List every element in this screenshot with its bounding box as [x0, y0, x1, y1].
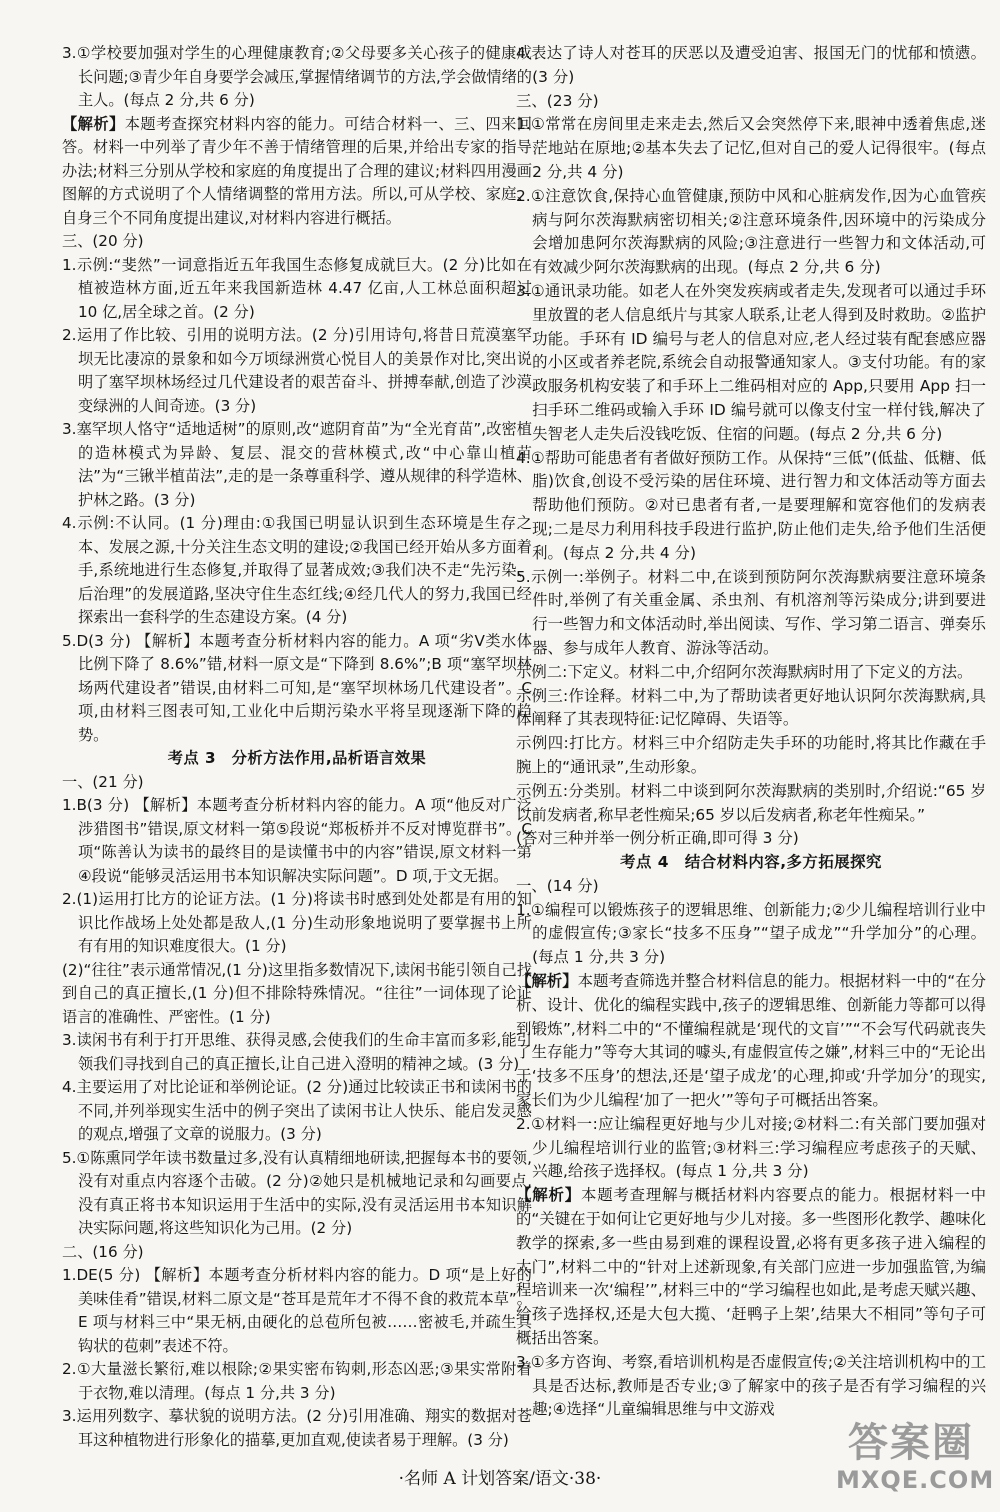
answer-paragraph: 1.①编程可以锻炼孩子的逻辑思维、创新能力;②少儿编程培训行业中的虚假宣传;③家长“技多不压身”“望子成龙”“升学加分”的心理。(每点 1 分,共 3 分): [516, 900, 986, 967]
analysis-tag: 【解析】: [516, 1186, 581, 1205]
answer-paragraph: 2.(1)运用打比方的论证方法。(1 分)将读书时感到处处都是有用的知识比作战场上处处都是敌人,(1 分)生动形象地说明了要掌握书上所有有用的知识难度很大。(1 分): [62, 890, 532, 955]
section-heading: 考点 3 分析方法作用,品析语言效果: [167, 749, 427, 767]
answer-paragraph: 1.①常常在房间里走来走去,然后又会突然停下来,眼神中透着焦虑,迷茫地站在原地;②基本失去了记忆,但对自己的爱人记得很牢。(每点 2 分,共 4 分): [516, 115, 986, 181]
watermark-line1: 答案圈: [848, 1419, 974, 1466]
answer-paragraph: [516, 970, 986, 1113]
answer-paragraph: 3.读闲书有利于打开思维、获得灵感,会使我们的生命丰富而多彩,能引领我们寻找到自己的真正擅长,让自己进入澄明的精神之域。(3 分): [62, 1031, 532, 1073]
answer-paragraph: 3.①多方咨询、考察,看培训机构是否虚假宣传;②关注培训机构中的工具是否达标,教师是否专业;③了解家中的孩子是否有学习编程的兴趣;④选择“儿童编辑思维与中文游戏: [516, 1352, 986, 1419]
answer-paragraph: 1.B(3 分) 【解析】本题考查分析材料内容的能力。A 项“他反对广泛涉猎图书”错误,原文材料一第⑤段说“郑板桥并不反对博览群书”。C 项“陈善认为读书的最终目的是读懂书中的内容”错误,原文材料一第④段说“能够灵活运用书本知识解决实际问题”。D 项,于文无据。: [62, 796, 532, 885]
analysis-text: 本题考查筛选并整合材料信息的能力。根据材料一中的“在分析、设计、优化的编程实践中,孩子的逻辑思维、创新能力等都可以得到锻炼”,材料二中的“不懂编程就是‘现代的文盲’”“不会写代码就丧失了生存能力”等夸大其词的噱头,有虚假宣传之嫌”,材料三中的“无论出于‘技多不压身’的想法,还是‘望子成龙’的心理,抑或‘升学加分’的现实,家长们为少儿编程‘加了一把火’”等句子可概括出答案。: [516, 972, 986, 1110]
subsection-label: 三、(20 分): [62, 232, 144, 250]
answer-paragraph: 2.①注意饮食,保持心血管健康,预防中风和心脏病发作,因为心血管疾病与阿尔茨海默病密切相关;②注意环境条件,因环境中的污染成分会增加患阿尔茨海默病的风险;③注意进行一些智力和文体活动,可有效减少阿尔茨海默病的出现。(每点 2 分,共 6 分): [516, 186, 986, 277]
analysis-text: 本题考查探究材料内容的能力。可结合材料一、三、四来回答。材料一中列举了青少年不善于情绪管理的后果,并给出专家的指导办法;材料三分别从学校和家庭的角度提出了合理的建议;材料四用漫画图解的方式说明了个人情绪调整的常用方法。所以,可从学校、家庭、自身三个不同角度提出建议,对材料内容进行概括。: [62, 114, 533, 227]
answer-paragraph: [62, 113, 532, 231]
answer-paragraph: 4.表达了诗人对苍耳的厌恶以及遭受迫害、报国无门的忧郁和愤懑。(3 分): [516, 44, 986, 86]
answer-paragraph: 5.示例一:举例子。材料二中,在谈到预防阿尔茨海默病要注意环境条件时,举例了有关重金属、杀虫剂、有机溶剂等污染成分;讲到要进行一些智力和文体活动时,举出阅读、写作、学习第二语言、弹奏乐器、参与成年人教育、游泳等活动。: [516, 567, 986, 657]
answer-paragraph: 示例四:打比方。材料三中介绍防走失手环的功能时,将其比作藏在手腕上的“通讯录”,生动形象。: [516, 734, 986, 776]
answer-paragraph: 5.D(3 分) 【解析】本题考查分析材料内容的能力。A 项“劣Ⅴ类水体比例下降了 8.6%”错,材料一原文是“下降到 8.6%”;B 项“塞罕坝林场两代建设者”错误,由材料二可知,是“塞罕坝林场几代建设者”。C 项,由材料三图表可知,工业化中后期污染水平将呈现逐渐下降的趋势。: [62, 631, 532, 744]
watermark-logo: [836, 1419, 995, 1502]
watermark-line2: MXQE.COM: [836, 1466, 995, 1494]
subsection-label: 二、(16 分): [62, 1242, 144, 1261]
left-column: [62, 42, 532, 1452]
answer-paragraph: 2.①材料一:应让编程更好地与少儿对接;②材料二:有关部门要加强对少儿编程培训行业的监管;③材料三:学习编程应考虑孩子的天赋、兴趣,给孩子选择权。(每点 1 分,共 3 分): [516, 1114, 986, 1181]
analysis-text: 本题考查理解与概括材料内容要点的能力。根据材料一中的“关键在于如何让它更好地与少儿对接。多一些图形化教学、趣味化教学的探索,多一些由易到难的课程设置,必将有更多孩子进入编程的大门”,材料二中的“针对上述新现象,有关部门应进一步加强监管,为编程培训来一次‘编程’”,材料三中的“学习编程也如此,是考虑天赋兴趣、给孩子选择权,还是大包大揽、‘赶鸭子上架’,结果大不相同”等句子可概括出答案。: [516, 1186, 986, 1348]
answer-paragraph: 示例二:下定义。材料二中,介绍阿尔茨海默病时用了下定义的方法。: [516, 662, 973, 681]
subsection-label: 一、(21 分): [62, 772, 144, 791]
right-column: [516, 42, 986, 1422]
analysis-tag: 【解析】: [62, 114, 125, 133]
answer-paragraph: (答对三种并举一例分析正确,即可得 3 分): [516, 829, 799, 848]
answer-paragraph: 3.塞罕坝人恪守“适地适树”的原则,改“遮阴育苗”为“全光育苗”,改密植的造林模式为异龄、复层、混交的营林模式,改“中心靠山植苗法”为“三锹半植苗法”,走的是一条尊重科学、遵从规律的科学造林、护林之路。(3 分): [62, 420, 532, 509]
page-footer: ·名师 A 计划答案/语文·38·: [398, 1469, 602, 1489]
section-heading: 考点 4 结合材料内容,多方拓展探究: [620, 853, 882, 872]
answer-paragraph: 4.主要运用了对比论证和举例论证。(2 分)通过比较读正书和读闲书的不同,并列举现实生活中的例子突出了读闲书让人快乐、能启发灵感的观点,增强了文章的说服力。(3 分): [62, 1078, 532, 1143]
answer-paragraph: 2.①大量滋长繁衍,难以根除;②果实密布钩刺,形态凶恶;③果实常附着于衣物,难以清理。(每点 1 分,共 3 分): [62, 1360, 532, 1402]
answer-paragraph: 1.示例:“斐然”一词意指近五年我国生态修复成就巨大。(2 分)比如在植被造林方面,近五年来我国新造林 4.47 亿亩,人工林总面积超过 10 亿,居全球之首。(2 分): [62, 255, 532, 321]
answer-paragraph: 5.①陈熏同学年读书数量过多,没有认真精细地研读,把握每本书的要领,没有对重点内容逐个击破。(2 分)②她只是机械地记录和勾画要点,没有真正将书本知识运用于生活中的实际,没有灵活运用书本知识解决实际问题,将这些知识化为己用。(2 分): [62, 1148, 532, 1237]
answer-paragraph: 4.示例:不认同。(1 分)理由:①我国已明显认识到生态环境是生存之本、发展之源,十分关注生态文明的建设;②我国已经开始从多方面着手,系统地进行生态修复,并取得了显著成效;③我们决不走“先污染、后治理”的发展道路,坚决守住生态红线;④经几代人的努力,我国已经探索出一套科学的生态建设方案。(4 分): [62, 514, 532, 626]
answer-paragraph: 示例三:作诠释。材料二中,为了帮助读者更好地认识阿尔茨海默病,具体阐释了其表现特征:记忆障碍、失语等。: [516, 686, 986, 729]
subsection-label: 一、(14 分): [516, 876, 599, 895]
answer-paragraph: 2.运用了作比较、引用的说明方法。(2 分)引用诗句,将昔日荒漠塞罕坝无比凄凉的景象和如今万顷绿洲赏心悦目人的美景作对比,突出说明了塞罕坝林场经过几代建设者的艰苦奋斗、拼搏奉献,创造了沙漠变绿洲的人间奇迹。(3 分): [62, 326, 532, 415]
answer-paragraph: [516, 1184, 986, 1351]
answer-paragraph: 4.①帮助可能患者有者做好预防工作。从保持“三低”(低盐、低糖、低脂)饮食,创设不受污染的居住环境、进行智力和文体活动等方面去帮助他们预防。②对已患者有者,一是要理解和宽容他们的发病表现;二是尽力利用科技手段进行监护,防止他们走失,给予他们生活便利。(每点 2 分,共 4 分): [516, 448, 986, 562]
answer-paragraph: 3.①学校要加强对学生的心理健康教育;②父母要多关心孩子的健康成长问题;③青少年自身要学会减压,掌握情绪调节的方法,学会做情绪的主人。(每点 2 分,共 6 分): [62, 44, 532, 109]
answer-paragraph: 示例五:分类别。材料二中谈到阿尔茨海默病的类别时,介绍说:“65 岁以前发病者,称早老性痴呆;65 岁以后发病者,称老年性痴呆。”: [516, 781, 986, 824]
subsection-label: 三、(23 分): [516, 91, 599, 110]
answer-paragraph: 3.①通讯录功能。如老人在外突发疾病或者走失,发现者可以通过手环里放置的老人信息纸片与其家人联系,让老人得到及时救助。②监护功能。手环有 ID 编号与老人的信息对应,老人经过装有配套感应器的小区或者养老院,系统会自动报警通知家人。③支付功能。有的家政服务机构安装了和手环上二维码相对应的 App,只要用 App 扫一扫手环二维码或输入手环 ID 编号就可以像支付宝一样付钱,解决了失智老人走失后没钱吃饭、住宿的问题。(每点 2 分,共 6 分): [516, 281, 986, 443]
answer-paragraph: 3.运用列数字、摹状貌的说明方法。(2 分)引用准确、翔实的数据对苍耳这种植物进行形象化的描摹,更加直观,使读者易于理解。(3 分): [62, 1407, 532, 1449]
analysis-tag: 【解析】: [516, 972, 578, 991]
answer-paragraph: 1.DE(5 分) 【解析】本题考查分析材料内容的能力。D 项“是上好的美味佳肴”错误,材料二原文是“苍耳是荒年才不得不食的救荒本草”。E 项与材料三中“果无柄,由硬化的总苞所包被……密被毛,并疏生具钩状的苞刺”表述不符。: [62, 1266, 532, 1355]
answer-paragraph: (2)“往往”表示通常情况,(1 分)这里指多数情况下,读闲书能引领自己找到自己的真正擅长,(1 分)但不排除特殊情况。“往往”一词体现了论证语言的准确性、严密性。(1 分): [62, 960, 532, 1026]
